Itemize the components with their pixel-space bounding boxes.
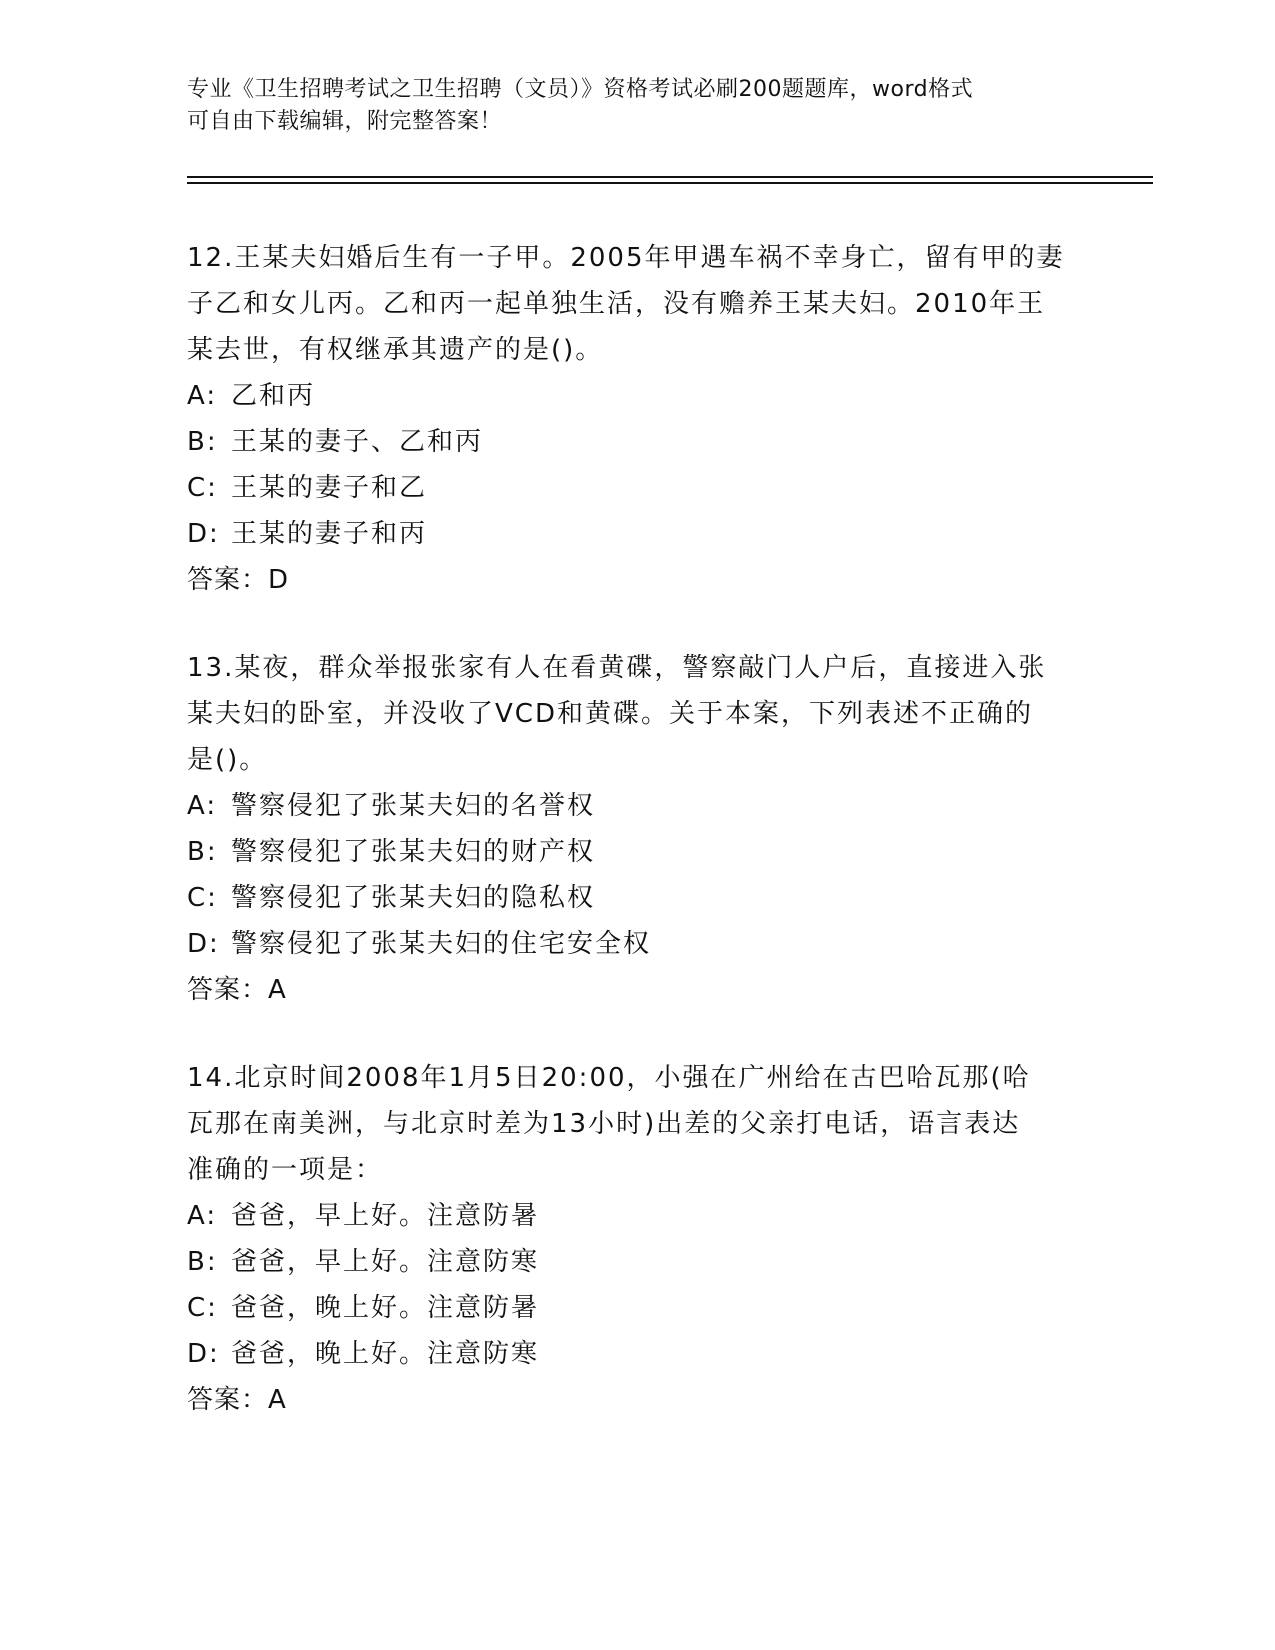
option-text: 爸爸，晚上好。注意防寒: [231, 1339, 540, 1369]
stem-line: 准确的一项是：: [187, 1155, 384, 1185]
option-b: [187, 829, 1087, 875]
stem-line: 14.北京时间2008年1月5日20:00，小强在广州给在古巴哈瓦那(哈: [187, 1063, 1031, 1093]
header-rule-top: [187, 176, 1153, 178]
option-key: C:: [187, 473, 218, 503]
option-key: C:: [187, 883, 218, 913]
stem-line: 12.王某夫妇婚后生有一子甲。2005年甲遇车祸不幸身亡，留有甲的妻: [187, 243, 1065, 273]
option-key: D:: [187, 519, 220, 549]
answer-value: A: [268, 1385, 287, 1415]
option-text: 王某的妻子、乙和丙: [231, 427, 484, 457]
stem-line: 13.某夜，群众举报张家有人在看黄碟，警察敲门人户后，直接进入张: [187, 653, 1047, 683]
option-a: [187, 1193, 1087, 1239]
question-stem: [187, 1055, 1087, 1193]
option-text: 警察侵犯了张某夫妇的财产权: [231, 837, 596, 867]
answer-line: [187, 557, 1087, 603]
option-key: B:: [187, 427, 218, 457]
document-header: [187, 74, 1067, 138]
option-text: 乙和丙: [231, 381, 316, 411]
option-text: 警察侵犯了张某夫妇的隐私权: [231, 883, 596, 913]
option-b: [187, 1239, 1087, 1285]
option-key: B:: [187, 1247, 218, 1277]
option-text: 王某的妻子和丙: [231, 519, 428, 549]
option-text: 爸爸，晚上好。注意防暑: [231, 1293, 540, 1323]
answer-label: 答案：: [187, 975, 269, 1005]
option-d: [187, 511, 1087, 557]
question-12: [187, 235, 1087, 603]
question-14: [187, 1055, 1087, 1423]
option-key: A:: [187, 791, 218, 821]
answer-label: 答案：: [187, 565, 269, 595]
header-line-1: 专业《卫生招聘考试之卫生招聘（文员）》资格考试必刷200题题库，word格式: [187, 77, 974, 102]
option-a: [187, 783, 1087, 829]
option-key: A:: [187, 1201, 218, 1231]
option-text: 警察侵犯了张某夫妇的住宅安全权: [231, 929, 652, 959]
question-13: [187, 645, 1087, 1013]
header-rule-bottom: [187, 182, 1153, 184]
option-text: 爸爸，早上好。注意防暑: [231, 1201, 540, 1231]
option-key: B:: [187, 837, 218, 867]
option-key: D:: [187, 1339, 220, 1369]
question-stem: [187, 235, 1087, 373]
stem-line: 是()。: [187, 745, 268, 775]
answer-line: [187, 967, 1087, 1013]
option-key: D:: [187, 929, 220, 959]
option-c: [187, 1285, 1087, 1331]
option-text: 王某的妻子和乙: [231, 473, 428, 503]
header-line-2: 可自由下载编辑，附完整答案！: [187, 109, 503, 134]
answer-value: A: [268, 975, 287, 1005]
option-b: [187, 419, 1087, 465]
stem-line: 某去世，有权继承其遗产的是()。: [187, 335, 604, 365]
option-d: [187, 921, 1087, 967]
option-text: 警察侵犯了张某夫妇的名誉权: [231, 791, 596, 821]
option-key: C:: [187, 1293, 218, 1323]
answer-line: [187, 1377, 1087, 1423]
option-a: [187, 373, 1087, 419]
stem-line: 瓦那在南美洲，与北京时差为13小时)出差的父亲打电话，语言表达: [187, 1109, 1021, 1139]
option-d: [187, 1331, 1087, 1377]
option-text: 爸爸，早上好。注意防寒: [231, 1247, 540, 1277]
answer-label: 答案：: [187, 1385, 269, 1415]
stem-line: 子乙和女儿丙。乙和丙一起单独生活，没有赡养王某夫妇。2010年王: [187, 289, 1046, 319]
option-c: [187, 875, 1087, 921]
option-c: [187, 465, 1087, 511]
question-stem: [187, 645, 1087, 783]
stem-line: 某夫妇的卧室，并没收了VCD和黄碟。关于本案，下列表述不正确的: [187, 699, 1033, 729]
answer-value: D: [268, 565, 290, 595]
option-key: A:: [187, 381, 218, 411]
